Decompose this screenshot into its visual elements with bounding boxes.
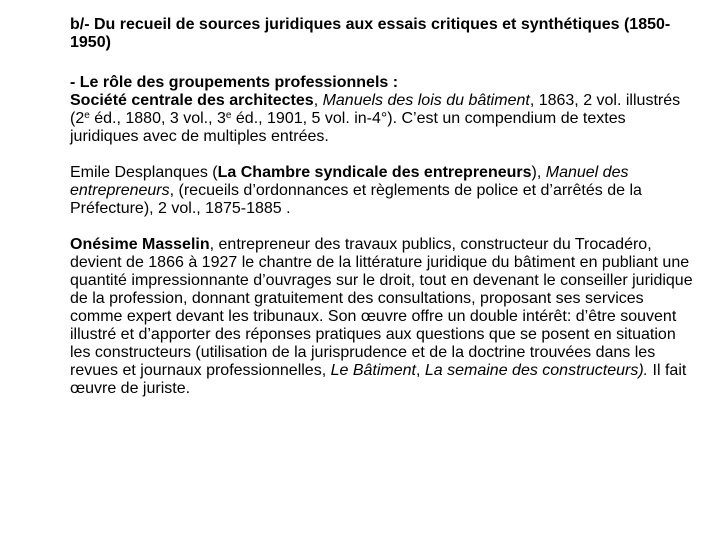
subsection-heading: - Le rôle des groupements professionnels : <box>70 74 399 91</box>
superscript-e-2: e <box>225 110 232 121</box>
masselin-text: , entrepreneur des travaux publics, constructeur du Trocadéro, devient de 1866 à 1927 le chantre de la littérature juridique du bâtiment en publiant une quantité impressionnante d’ouvrages sur le droit, tout en devenant le conseiller juridique de la profession, donnant gratuitement des consultations, proposant ses services comme expert devant les tribunaux. Son œuvre offre un double intérêt: d’être souvent illustré et d’apporter des réponses pratiques aux questions que se posent en situation les constructeurs (utilisation de la jurisprudence et de la doctrine trouvées dans les revues et journaux professionnelles, <box>70 236 693 379</box>
chambre-syndicale: La Chambre syndicale des entrepreneurs <box>217 164 532 181</box>
manuels-title: Manuels des lois du bâtiment <box>322 92 530 109</box>
journal-le-batiment: Le Bâtiment <box>330 362 416 379</box>
masselin-end: Il fait œuvre de juriste. <box>70 362 687 397</box>
societe-paragraph <box>70 92 695 146</box>
superscript-e-1: e <box>84 110 90 121</box>
masselin-paragraph <box>70 236 695 398</box>
section-title: b/- Du recueil de sources juridiques aux essais critiques et synthétiques (1850-1950) <box>70 16 671 51</box>
slide-content <box>70 16 695 398</box>
edition-text-2: éd., 1880, 3 vol., 3 <box>89 110 226 127</box>
desplanques-name: Emile Desplanques ( <box>70 164 218 181</box>
separator: , <box>415 362 425 379</box>
manuel-entrepreneurs-title: Manuel des entrepreneurs <box>70 164 629 199</box>
journal-semaine-constructeurs: La semaine des constructeurs). <box>424 362 649 379</box>
edition-text-1: , 1863, 2 vol. illustrés (2 <box>70 92 681 127</box>
separator: , <box>313 92 323 109</box>
desplanques-rest: , (recueils d’ordonnances et règlements de police et d’arrêtés de la Préfecture), 2 vol., 1875-1885 . <box>70 182 642 217</box>
societe-name: Société centrale des architectes <box>70 92 314 109</box>
edition-text-3: éd., 1901, 5 vol. in-4°). C’est un compendium de textes juridiques avec de multiples entrées. <box>70 110 626 145</box>
masselin-name: Onésime Masselin <box>70 236 210 253</box>
separator: ), <box>531 164 546 181</box>
desplanques-paragraph <box>70 164 695 218</box>
